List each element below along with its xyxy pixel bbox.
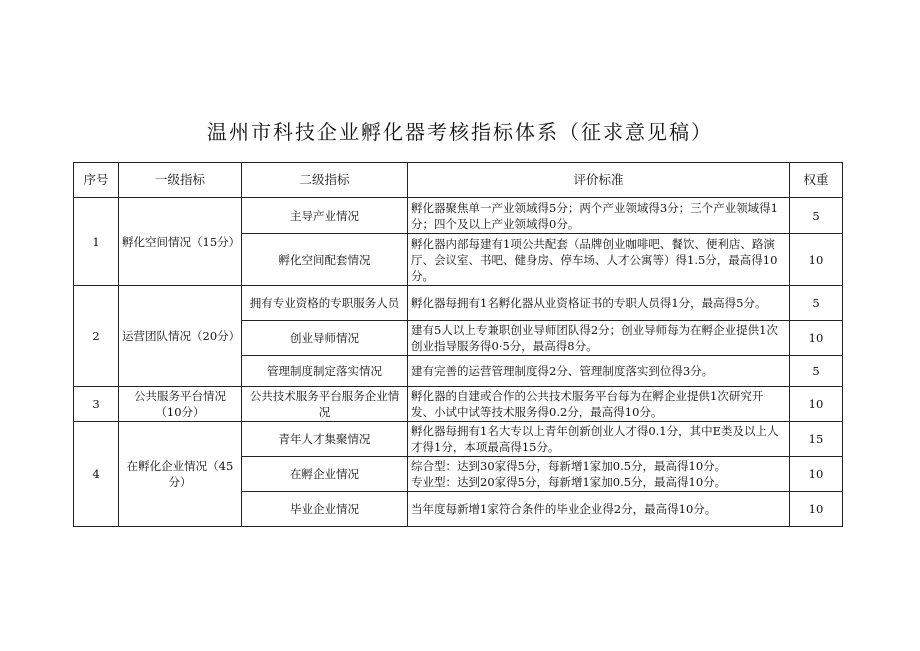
header-level2: 二级指标 — [242, 163, 408, 198]
criteria-cell: 综合型：达到30家得5分，每新增1家加0.5分，最高得10分。 专业型：达到20家得5分，每新增1家加0.5分，最高得10分。 — [408, 457, 790, 492]
level2-indicator: 拥有专业资格的专职服务人员 — [242, 286, 408, 321]
weight-cell: 10 — [790, 457, 843, 492]
level1-indicator: 孵化空间情况（15分） — [119, 198, 242, 286]
criteria-cell: 孵化器的自建或合作的公共技术服务平台每为在孵企业提供1次研究开发、小试中试等技术服务得0.2分，最高得10分。 — [408, 387, 790, 422]
level2-indicator: 创业导师情况 — [242, 321, 408, 356]
level2-indicator: 管理制度制定落实情况 — [242, 356, 408, 387]
table-row — [74, 198, 843, 234]
weight-cell: 5 — [790, 286, 843, 321]
criteria-cell: 孵化器每拥有1名孵化器从业资格证书的专职人员得1分，最高得5分。 — [408, 286, 790, 321]
weight-cell: 10 — [790, 321, 843, 356]
table-row — [74, 387, 843, 422]
indicator-table — [73, 162, 843, 527]
table-row — [74, 422, 843, 457]
criteria-cell: 孵化器内部每建有1项公共配套（品牌创业咖啡吧、餐饮、便利店、路演厅、会议室、书吧、健身房、停车场、人才公寓等）得1.5分，最高得10分。 — [408, 234, 790, 286]
level2-indicator: 主导产业情况 — [242, 198, 408, 234]
row-number: 2 — [74, 286, 119, 387]
level2-indicator: 公共技术服务平台服务企业情况 — [242, 387, 408, 422]
weight-cell: 10 — [790, 234, 843, 286]
weight-cell: 10 — [790, 387, 843, 422]
header-no: 序号 — [74, 163, 119, 198]
weight-cell: 5 — [790, 356, 843, 387]
document-title: 温州市科技企业孵化器考核指标体系（征求意见稿） — [207, 120, 713, 144]
header-level1: 一级指标 — [119, 163, 242, 198]
criteria-cell: 孵化器每拥有1名大专以上青年创新创业人才得0.1分，其中E类及以上人才得1分，本项最高得15分。 — [408, 422, 790, 457]
criteria-cell: 孵化器聚焦单一产业领域得5分；两个产业领域得3分；三个产业领域得1分；四个及以上产业领域得0分。 — [408, 198, 790, 234]
criteria-cell: 建有完善的运营管理制度得2分、管理制度落实到位得3分。 — [408, 356, 790, 387]
weight-cell: 10 — [790, 492, 843, 527]
weight-cell: 5 — [790, 198, 843, 234]
level2-indicator: 毕业企业情况 — [242, 492, 408, 527]
row-number: 3 — [74, 387, 119, 422]
level2-indicator: 在孵企业情况 — [242, 457, 408, 492]
level1-indicator: 在孵化企业情况（45分） — [119, 422, 242, 527]
row-number: 4 — [74, 422, 119, 527]
level1-indicator: 公共服务平台情况（10分） — [119, 387, 242, 422]
header-weight: 权重 — [790, 163, 843, 198]
row-number: 1 — [74, 198, 119, 286]
level2-indicator: 孵化空间配套情况 — [242, 234, 408, 286]
header-row — [74, 163, 843, 198]
table-row — [74, 286, 843, 321]
header-criteria: 评价标准 — [408, 163, 790, 198]
level2-indicator: 青年人才集聚情况 — [242, 422, 408, 457]
level1-indicator: 运营团队情况（20分） — [119, 286, 242, 387]
criteria-cell: 建有5人以上专兼职创业导师团队得2分；创业导师每为在孵企业提供1次创业指导服务得0·5分，最高得8分。 — [408, 321, 790, 356]
weight-cell: 15 — [790, 422, 843, 457]
criteria-cell: 当年度每新增1家符合条件的毕业企业得2分，最高得10分。 — [408, 492, 790, 527]
